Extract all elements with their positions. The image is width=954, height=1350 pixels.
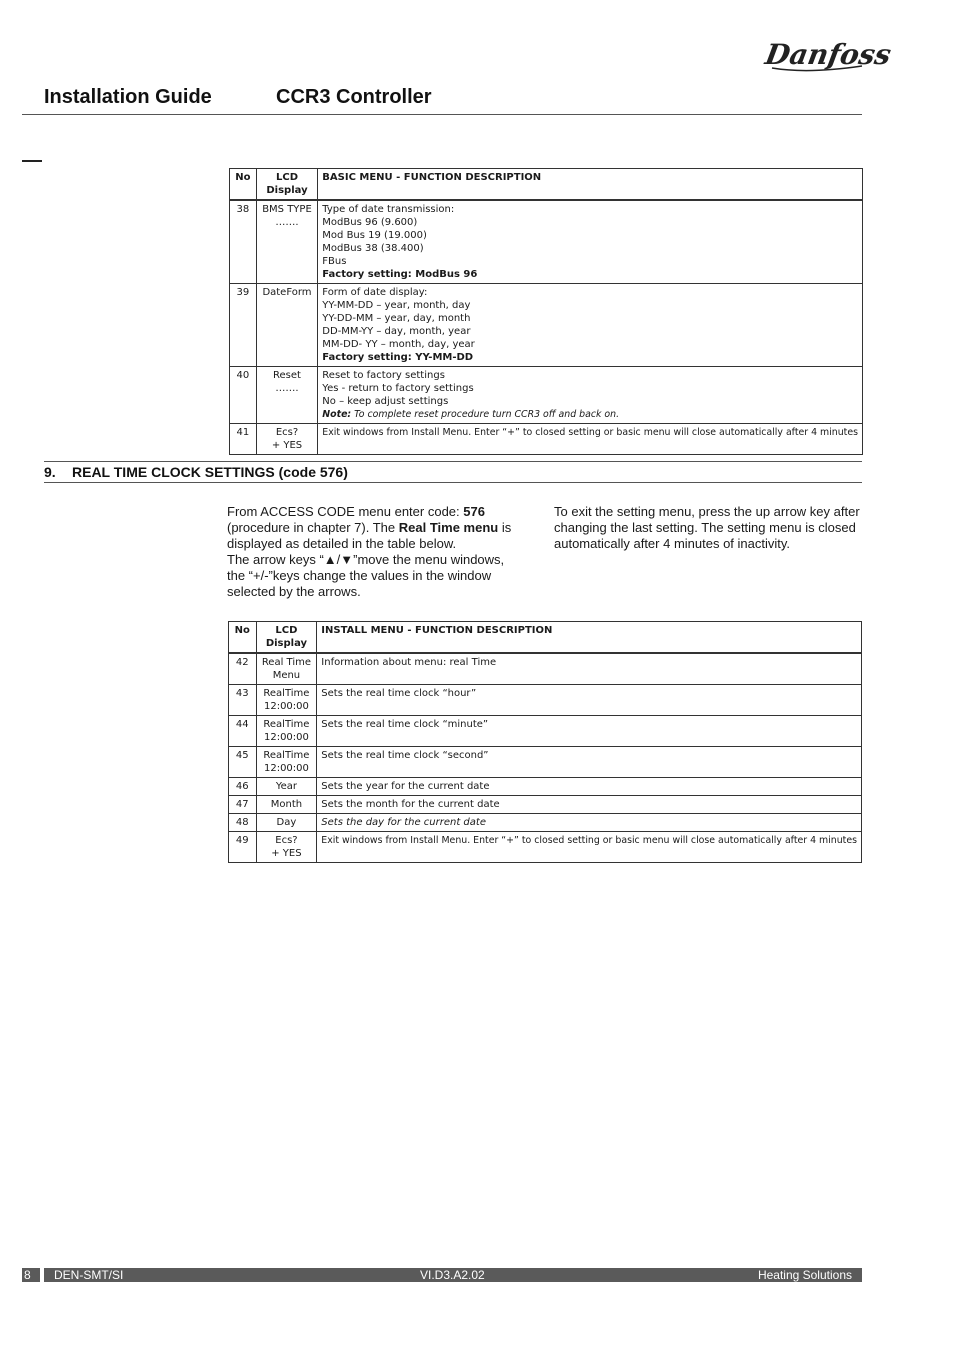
- text-line: [227, 504, 537, 520]
- col-header-desc: BASIC MENU - FUNCTION DESCRIPTION: [318, 169, 863, 201]
- access-code: 576: [463, 504, 485, 519]
- section-title: REAL TIME CLOCK SETTINGS (code 576): [72, 464, 348, 480]
- danfoss-logo: [762, 30, 894, 76]
- table-row: [229, 685, 862, 716]
- desc-line: YY-DD-MM – year, day, month: [322, 313, 471, 324]
- row-no: 41: [230, 424, 257, 455]
- desc-line: Yes - return to factory settings: [322, 383, 474, 394]
- col-header-no: No: [230, 169, 257, 201]
- row-desc: Sets the real time clock “hour”: [317, 685, 862, 716]
- row-desc: Sets the month for the current date: [317, 796, 862, 814]
- row-no: 43: [229, 685, 257, 716]
- lcd-line: BMS TYPE: [262, 204, 312, 215]
- lcd-line: 12:00:00: [263, 763, 309, 774]
- row-lcd: [256, 653, 317, 685]
- margin-mark: [22, 160, 42, 162]
- lcd-line: Year: [275, 781, 298, 792]
- lcd-line: RealTime: [263, 719, 310, 730]
- row-no: 46: [229, 778, 257, 796]
- row-desc: [318, 367, 863, 424]
- footer-version: VI.D3.A2.02: [420, 1268, 485, 1282]
- basic-menu-table: [229, 168, 863, 455]
- row-no: 48: [229, 814, 257, 832]
- row-lcd: [256, 716, 317, 747]
- row-lcd: [256, 200, 318, 284]
- table-row: [229, 796, 862, 814]
- text-line: automatically after 4 minutes of inactivity.: [554, 536, 791, 551]
- row-no: 49: [229, 832, 257, 863]
- row-desc: [318, 200, 863, 284]
- desc-line: MM-DD- YY – month, day, year: [322, 339, 475, 350]
- row-lcd: [256, 814, 317, 832]
- col-header-desc: INSTALL MENU - FUNCTION DESCRIPTION: [317, 622, 862, 654]
- row-no: 42: [229, 653, 257, 685]
- table-row: [229, 832, 862, 863]
- row-lcd: [256, 367, 318, 424]
- table-row: [229, 653, 862, 685]
- factory-setting: Factory setting: ModBus 96: [322, 269, 478, 280]
- row-lcd: [256, 424, 318, 455]
- table-row: [230, 424, 863, 455]
- page-number: 8: [22, 1268, 40, 1282]
- lcd-line: 12:00:00: [263, 701, 309, 712]
- text-line: displayed as detailed in the table below.: [227, 536, 457, 551]
- lcd-line: Reset: [273, 370, 301, 381]
- lcd-line: Real Time: [261, 657, 312, 668]
- text-span: is: [498, 520, 512, 535]
- lcd-line: Menu: [272, 670, 301, 681]
- row-desc: Sets the year for the current date: [317, 778, 862, 796]
- row-no: 39: [230, 284, 257, 367]
- product-title: CCR3 Controller: [276, 86, 432, 108]
- desc-line: Mod Bus 19 (19.000): [322, 230, 427, 241]
- desc-line: Reset to factory settings: [322, 370, 445, 381]
- intro-left: [227, 504, 537, 600]
- lcd-line: DateForm: [262, 287, 312, 298]
- table-row: [229, 814, 862, 832]
- lcd-line: Day: [276, 817, 297, 828]
- desc-line: ModBus 38 (38.400): [322, 243, 424, 254]
- lcd-line: …….: [275, 217, 299, 228]
- desc-line: No – keep adjust settings: [322, 396, 449, 407]
- table-row: [229, 778, 862, 796]
- menu-name: Real Time menu: [398, 520, 499, 535]
- row-desc: Information about menu: real Time: [317, 653, 862, 685]
- text-line: selected by the arrows.: [227, 584, 361, 599]
- row-desc: Sets the real time clock “second”: [317, 747, 862, 778]
- row-no: 45: [229, 747, 257, 778]
- text-line: [227, 520, 537, 536]
- row-desc: Sets the real time clock “minute”: [317, 716, 862, 747]
- lcd-line: + YES: [271, 848, 302, 859]
- lcd-line: Ecs?: [275, 427, 299, 438]
- row-no: 40: [230, 367, 257, 424]
- lcd-line: RealTime: [263, 750, 310, 761]
- desc-line: DD-MM-YY – day, month, year: [322, 326, 471, 337]
- desc-line: Type of date transmission:: [322, 204, 455, 215]
- col-header-lcd: LCD Display: [256, 169, 318, 201]
- table-header-row: [229, 622, 862, 654]
- lcd-line: …….: [275, 383, 299, 394]
- desc-line: FBus: [322, 256, 347, 267]
- note-line: [322, 408, 858, 421]
- intro-right: [554, 504, 864, 552]
- row-no: 47: [229, 796, 257, 814]
- section-number: 9.: [44, 464, 56, 480]
- row-desc: [318, 424, 863, 455]
- text-line: changing the last setting. The setting menu is closed: [554, 520, 856, 535]
- text-line: the “+/-”keys change the values in the window: [227, 568, 492, 583]
- row-lcd: [256, 832, 317, 863]
- lcd-line: + YES: [271, 440, 303, 451]
- text-span: (procedure in chapter 7). The: [227, 520, 399, 535]
- note-text: To complete reset procedure turn CCR3 off and back on.: [351, 409, 620, 420]
- lcd-line: Month: [270, 799, 303, 810]
- lcd-line: Ecs?: [275, 835, 298, 846]
- row-lcd: [256, 747, 317, 778]
- note-label: Note:: [322, 409, 352, 420]
- desc-line: Form of date display:: [322, 287, 428, 298]
- row-lcd: [256, 796, 317, 814]
- lcd-line: RealTime: [263, 688, 310, 699]
- row-desc: Exit windows from Install Menu. Enter “+” to closed setting or basic menu will close automatically after 4 minutes: [317, 832, 862, 863]
- row-lcd: [256, 685, 317, 716]
- install-menu-table: [228, 621, 862, 863]
- desc-line: Exit windows from Install Menu. Enter “+” to closed setting or basic menu will close automatically after 4 minutes: [322, 427, 858, 438]
- col-header-no: No: [229, 622, 257, 654]
- row-lcd: [256, 778, 317, 796]
- row-desc: [318, 284, 863, 367]
- footer-bar: [44, 1268, 862, 1282]
- text-line: To exit the setting menu, press the up arrow key after: [554, 504, 860, 519]
- row-no: 44: [229, 716, 257, 747]
- header-rule: [22, 114, 862, 115]
- table-row: [230, 284, 863, 367]
- col-header-lcd: LCD Display: [256, 622, 317, 654]
- row-lcd: [256, 284, 318, 367]
- desc-line: YY-MM-DD – year, month, day: [322, 300, 471, 311]
- footer-division: Heating Solutions: [757, 1268, 852, 1282]
- row-no: 38: [230, 200, 257, 284]
- footer-code: DEN-SMT/SI: [54, 1268, 124, 1282]
- text-span: From ACCESS CODE menu enter code:: [227, 504, 464, 519]
- table-row: [229, 716, 862, 747]
- desc-line: ModBus 96 (9.600): [322, 217, 418, 228]
- table-header-row: [230, 169, 863, 201]
- doc-type-title: Installation Guide: [44, 86, 212, 108]
- section-heading: [44, 461, 862, 483]
- factory-setting: Factory setting: YY-MM-DD: [322, 352, 474, 363]
- lcd-line: 12:00:00: [263, 732, 309, 743]
- table-row: [230, 200, 863, 284]
- table-row: [229, 747, 862, 778]
- table-row: [230, 367, 863, 424]
- svg-text:Danfoss: Danfoss: [762, 38, 894, 71]
- text-line: The arrow keys “▲/▼”move the menu windows,: [227, 552, 505, 567]
- row-desc: Sets the day for the current date: [317, 814, 862, 832]
